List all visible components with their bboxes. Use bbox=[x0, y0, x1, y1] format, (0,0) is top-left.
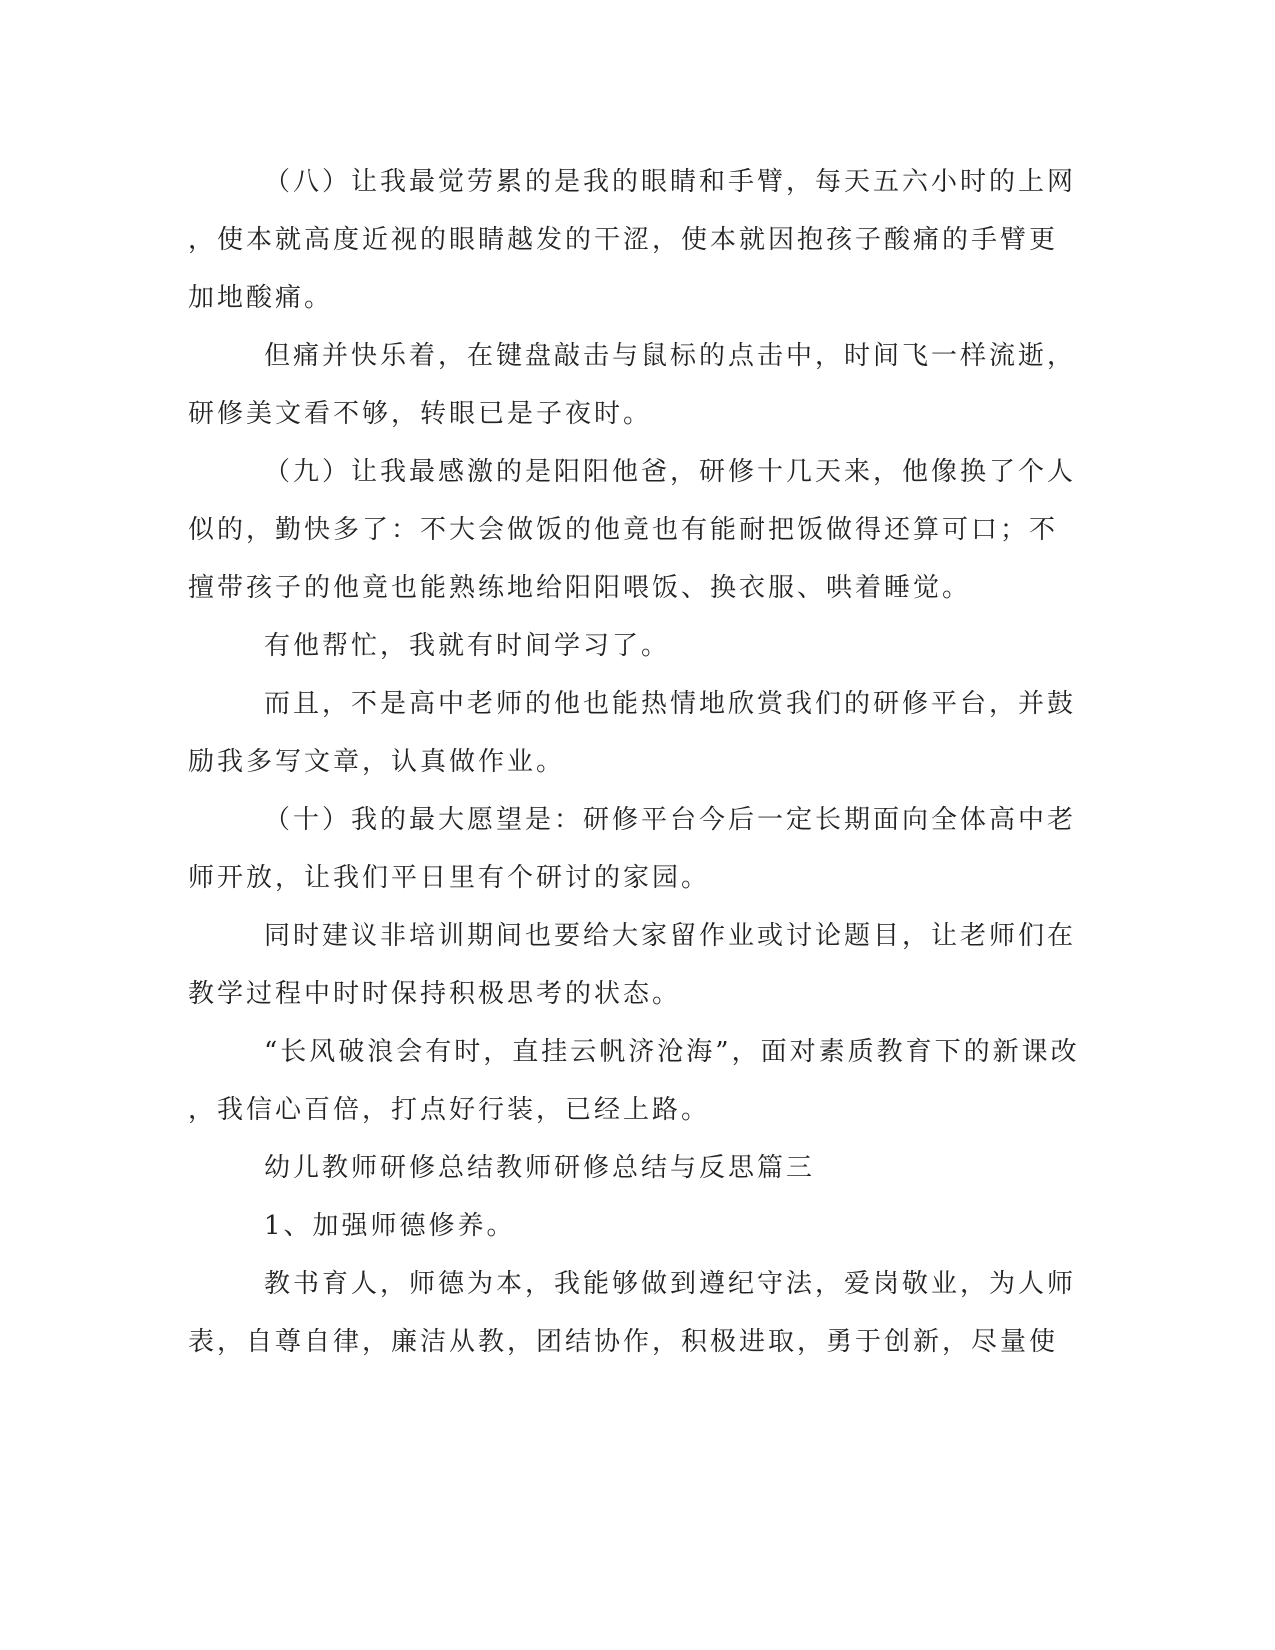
paragraph-8-line-3: 加地酸痛。 bbox=[188, 283, 334, 313]
paragraph-8-line-2: ，使本就高度近视的眼睛越发的干涩，使本就因抱孩子酸痛的手臂更 bbox=[188, 225, 1059, 255]
paragraph-9c-line-1: 而且，不是高中老师的他也能热情地欣赏我们的研修平台，并鼓 bbox=[264, 689, 1077, 719]
paragraph-9b-line-1: 有他帮忙，我就有时间学习了。 bbox=[264, 631, 671, 661]
paragraph-ethics-line-1: 教书育人，师德为本，我能够做到遵纪守法，爱岗敬业，为人师 bbox=[264, 1269, 1077, 1299]
paragraph-9c-line-2: 励我多写文章，认真做作业。 bbox=[188, 747, 566, 777]
paragraph-9-line-3: 擅带孩子的他竟也能熟练地给阳阳喂饭、换衣服、哄着睡觉。 bbox=[188, 573, 972, 603]
paragraph-9-line-2: 似的，勤快多了：不大会做饭的他竟也有能耐把饭做得还算可口；不 bbox=[188, 515, 1059, 545]
paragraph-10b-line-1: 同时建议非培训期间也要给大家留作业或讨论题目，让老师们在 bbox=[264, 921, 1077, 951]
section-heading: 幼儿教师研修总结教师研修总结与反思篇三 bbox=[264, 1153, 816, 1183]
paragraph-quote-line-1: “长风破浪会有时，直挂云帆济沧海”，面对素质教育下的新课改 bbox=[264, 1037, 1080, 1067]
paragraph-9-line-1: （九）让我最感激的是阳阳他爸，研修十几天来，他像换了个人 bbox=[264, 457, 1077, 487]
paragraph-quote-line-2: ，我信心百倍，打点好行装，已经上路。 bbox=[188, 1095, 711, 1125]
subheading-1: 1、加强师德修养。 bbox=[264, 1211, 516, 1241]
paragraph-ethics-line-2: 表，自尊自律，廉洁从教，团结协作，积极进取，勇于创新，尽量使 bbox=[188, 1327, 1059, 1357]
paragraph-8b-line-2: 研修美文看不够，转眼已是子夜时。 bbox=[188, 399, 653, 429]
paragraph-8-line-1: （八）让我最觉劳累的是我的眼睛和手臂，每天五六小时的上网 bbox=[264, 167, 1077, 197]
paragraph-10-line-2: 师开放，让我们平日里有个研讨的家园。 bbox=[188, 863, 711, 893]
paragraph-8b-line-1: 但痛并快乐着，在键盘敲击与鼠标的点击中，时间飞一样流逝， bbox=[264, 341, 1077, 371]
paragraph-10-line-1: （十）我的最大愿望是：研修平台今后一定长期面向全体高中老 bbox=[264, 805, 1077, 835]
paragraph-10b-line-2: 教学过程中时时保持积极思考的状态。 bbox=[188, 979, 682, 1009]
